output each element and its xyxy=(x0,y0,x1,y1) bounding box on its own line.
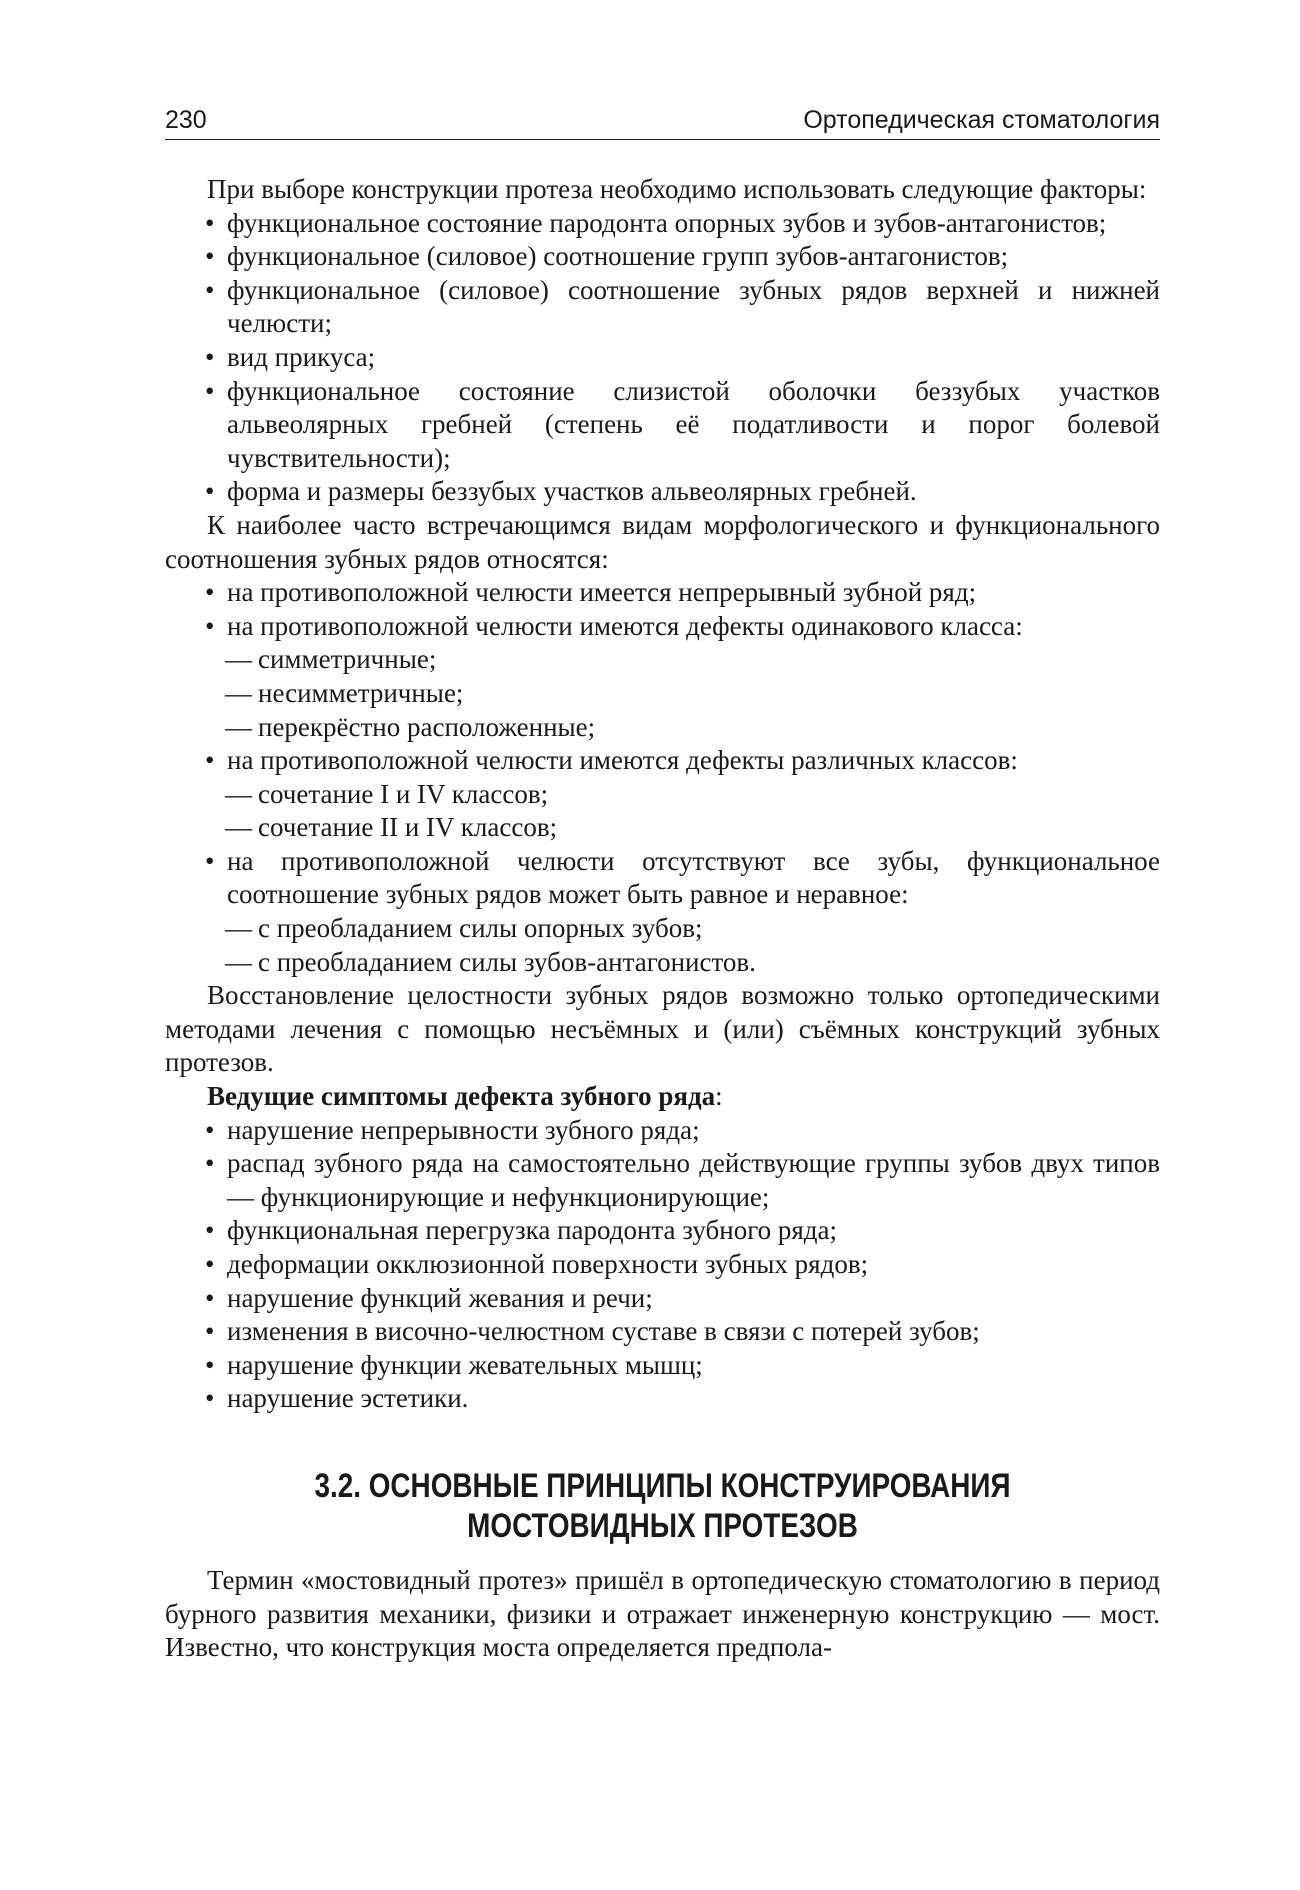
sublist-different-classes xyxy=(165,778,1160,845)
sublist-item: — сочетание II и IV классов; xyxy=(165,811,1160,845)
types-list xyxy=(165,576,1160,643)
dash-marker: — xyxy=(225,644,252,675)
section-heading-line1: 3.2. ОСНОВНЫЕ ПРИНЦИПЫ КОНСТРУИРОВАНИЯ xyxy=(314,1466,1011,1505)
section-heading xyxy=(255,1466,1071,1546)
list-item: • распад зубного ряда на самостоятельно действующие группы зубов двух типов — функционирующие и нефункционирующие; xyxy=(205,1148,1160,1212)
list-item: • нарушение функции жевательных мышц; xyxy=(165,1349,1160,1383)
paragraph-bridge-term: Термин «мостовидный протез» пришёл в ортопедическую стоматологию в период бурного развития механики, физики и отражает инженерную конструкцию — мост. Известно, что конструкция моста определяется предпола- xyxy=(165,1564,1160,1663)
running-header xyxy=(165,105,1160,140)
bullet-marker: • xyxy=(205,577,215,608)
bullet-marker: • xyxy=(205,610,215,641)
running-title: Ортопедическая стоматология xyxy=(803,106,1160,134)
list-item: • функциональная перегрузка пародонта зубного ряда; xyxy=(165,1214,1160,1248)
sublist-item: — с преобладанием силы опорных зубов; xyxy=(165,912,1160,946)
section-heading-line2: МОСТОВИДНЫХ ПРОТЕЗОВ xyxy=(467,1506,858,1545)
symptoms-title: Ведущие симптомы дефекта зубного ряда xyxy=(207,1081,716,1112)
list-item: • функциональное состояние слизистой оболочки беззубых участков альвеолярных гребней (степень её податливости и порог болевой чувствительности); xyxy=(205,375,1160,473)
list-item: • нарушение функций жевания и речи; xyxy=(165,1282,1160,1316)
factors-list xyxy=(165,207,1160,509)
bullet-marker: • xyxy=(205,341,215,372)
sublist-item: — с преобладанием силы зубов-антагонистов. xyxy=(165,946,1160,980)
paragraph-intro: При выборе конструкции протеза необходимо использовать следующие факторы: xyxy=(207,174,1147,204)
list-item: • функциональное (силовое) соотношение групп зубов-антагонистов; xyxy=(165,240,1160,274)
symptoms-lead: Ведущие симптомы дефекта зубного ряда: xyxy=(207,1081,723,1112)
dash-marker: — xyxy=(225,913,252,944)
sublist-edentulous xyxy=(165,912,1160,979)
page-number: 230 xyxy=(165,106,207,134)
dash-marker: — xyxy=(225,946,252,977)
bullet-marker: • xyxy=(205,1349,215,1380)
list-item: • на противоположной челюсти отсутствуют все зубы, функциональное соотношение зубных рядов может быть равное и неравное: xyxy=(205,845,1160,910)
bullet-marker: • xyxy=(205,375,215,406)
list-item: • изменения в височно-челюстном суставе в связи с потерей зубов; xyxy=(165,1315,1160,1349)
list-item: • нарушение непрерывности зубного ряда; xyxy=(165,1114,1160,1148)
dash-marker: — xyxy=(225,778,252,809)
bullet-marker: • xyxy=(205,241,215,272)
sublist-same-class xyxy=(165,643,1160,744)
types-list-cont-2 xyxy=(165,845,1160,912)
paragraph-types: К наиболее часто встречающимся видам морфологического и функционального соотношения зубных рядов относятся: xyxy=(165,509,1160,574)
bullet-marker: • xyxy=(205,1383,215,1414)
sublist-item: — симметричные; xyxy=(165,643,1160,677)
list-item: • форма и размеры беззубых участков альвеолярных гребней. xyxy=(165,475,1160,509)
bullet-marker: • xyxy=(205,274,215,305)
types-list-cont xyxy=(165,744,1160,778)
bullet-marker: • xyxy=(205,1148,215,1179)
bullet-marker: • xyxy=(205,207,215,238)
dash-marker: — xyxy=(225,812,252,843)
book-page xyxy=(165,105,1160,1665)
sublist-item: — перекрёстно расположенные; xyxy=(165,711,1160,745)
dash-marker: — xyxy=(225,677,252,708)
bullet-marker: • xyxy=(205,845,215,876)
sublist-item: — несимметричные; xyxy=(165,677,1160,711)
bullet-marker: • xyxy=(205,1249,215,1279)
list-item: • нарушение эстетики. xyxy=(165,1382,1160,1416)
list-item: • функциональное состояние пародонта опорных зубов и зубов-антагонистов; xyxy=(165,207,1160,241)
bullet-marker: • xyxy=(205,1215,215,1246)
bullet-marker: • xyxy=(205,745,215,776)
list-item: • деформации окклюзионной поверхности зубных рядов; xyxy=(165,1248,1160,1282)
bullet-marker: • xyxy=(205,1316,215,1347)
bullet-marker: • xyxy=(205,476,215,507)
list-item: • на противоположной челюсти имеются дефекты одинакового класса: xyxy=(165,610,1160,644)
sublist-item: — сочетание I и IV классов; xyxy=(165,778,1160,812)
bullet-marker: • xyxy=(205,1114,215,1145)
list-item: • вид прикуса; xyxy=(165,341,1160,375)
list-item: • на противоположной челюсти имеются дефекты различных классов: xyxy=(165,744,1160,778)
bullet-marker: • xyxy=(205,1282,215,1313)
list-item: • на противоположной челюсти имеется непрерывный зубной ряд; xyxy=(165,576,1160,610)
dash-marker: — xyxy=(225,711,252,742)
paragraph-restoration: Восстановление целостности зубных рядов возможно только ортопедическими методами лечения с помощью несъёмных и (или) съёмных конструкций зубных протезов. xyxy=(165,980,1160,1078)
list-item: • функциональное (силовое) соотношение зубных рядов верхней и нижней челюсти; xyxy=(205,274,1160,339)
symptoms-list xyxy=(165,1114,1160,1416)
